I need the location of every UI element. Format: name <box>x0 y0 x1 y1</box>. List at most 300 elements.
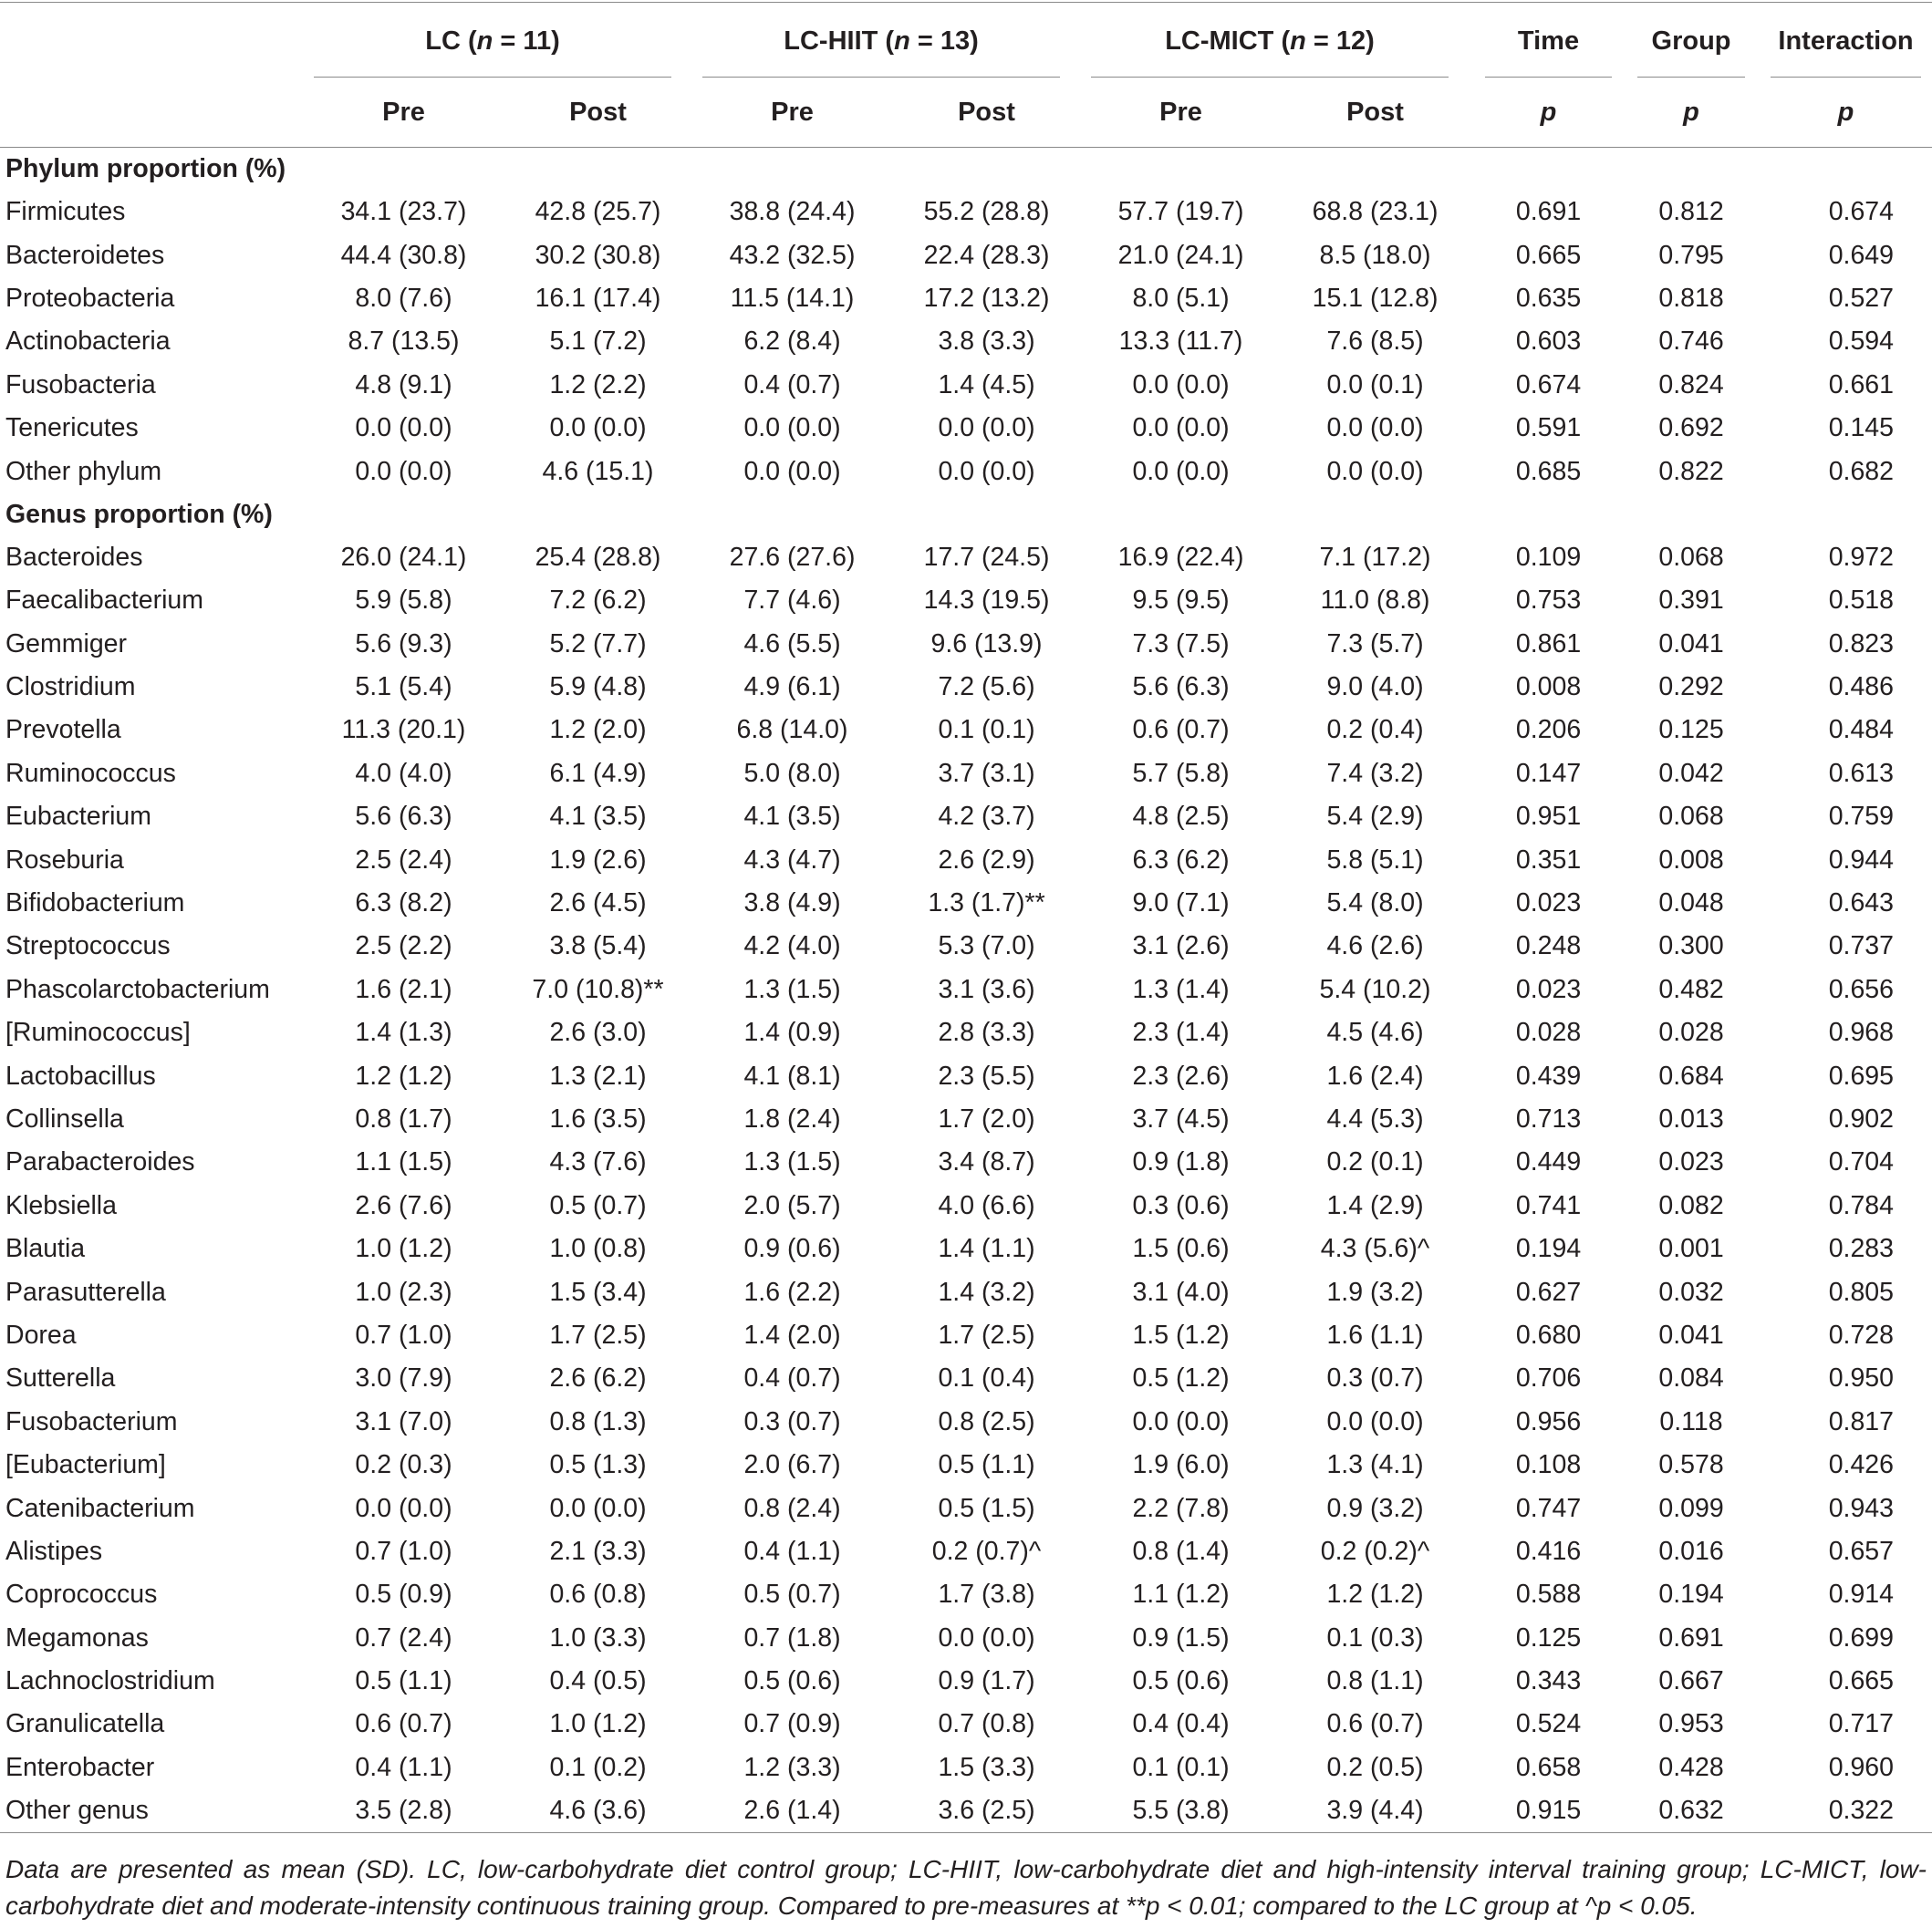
cell-mict-pre: 5.6 (6.3) <box>1132 672 1230 702</box>
cell-lc-post: 1.9 (2.6) <box>549 845 647 875</box>
cell-time-p: 0.023 <box>1515 888 1582 918</box>
cell-lc-pre: 34.1 (23.7) <box>340 197 467 227</box>
cell-group-p: 0.042 <box>1658 758 1724 788</box>
table-row <box>0 1011 1932 1054</box>
cell-lc-post: 1.5 (3.4) <box>549 1277 647 1307</box>
row-label: Tenericutes <box>5 413 139 443</box>
cell-mict-pre: 2.3 (1.4) <box>1132 1018 1230 1048</box>
header-hiit-post: Post <box>958 97 1015 127</box>
cell-mict-post: 0.0 (0.1) <box>1326 369 1424 399</box>
cell-lc-post: 3.8 (5.4) <box>549 931 647 961</box>
cell-lc-pre: 0.0 (0.0) <box>355 456 452 486</box>
header-time: Time <box>1472 3 1625 78</box>
cell-mict-pre: 5.7 (5.8) <box>1132 758 1230 788</box>
cell-hiit-pre: 2.6 (1.4) <box>743 1796 841 1826</box>
table-row <box>0 1228 1932 1270</box>
cell-lc-pre: 0.5 (1.1) <box>355 1666 452 1696</box>
row-label: Parabacteroides <box>5 1147 195 1177</box>
cell-lc-pre: 1.2 (1.2) <box>355 1061 452 1091</box>
cell-lc-pre: 8.7 (13.5) <box>348 327 460 357</box>
cell-lc-post: 16.1 (17.4) <box>535 283 661 313</box>
cell-mict-pre: 57.7 (19.7) <box>1117 197 1244 227</box>
table-row <box>0 925 1932 968</box>
cell-group-p: 0.824 <box>1658 369 1724 399</box>
cell-mict-pre: 0.3 (0.6) <box>1132 1190 1230 1220</box>
table-row <box>0 795 1932 838</box>
cell-time-p: 0.861 <box>1515 628 1582 658</box>
cell-hiit-pre: 1.3 (1.5) <box>743 974 841 1004</box>
header-group-lc-mict: LC-MICT (n = 12) <box>1084 3 1472 78</box>
cell-group-p: 0.125 <box>1658 715 1724 745</box>
table-row <box>0 1530 1932 1573</box>
cell-interaction-p: 0.902 <box>1828 1104 1895 1134</box>
cell-interaction-p: 0.823 <box>1828 628 1895 658</box>
cell-time-p: 0.635 <box>1515 283 1582 313</box>
cell-time-p: 0.753 <box>1515 586 1582 616</box>
cell-group-p: 0.691 <box>1658 1622 1724 1653</box>
cell-group-p: 0.194 <box>1658 1580 1724 1610</box>
cell-time-p: 0.028 <box>1515 1018 1582 1048</box>
cell-group-p: 0.032 <box>1658 1277 1724 1307</box>
cell-hiit-pre: 4.6 (5.5) <box>743 628 841 658</box>
cell-mict-pre: 7.3 (7.5) <box>1132 628 1230 658</box>
cell-time-p: 0.956 <box>1515 1406 1582 1436</box>
cell-hiit-pre: 1.4 (0.9) <box>743 1018 841 1048</box>
header-row-subcols <box>0 78 1932 148</box>
table-row <box>0 1141 1932 1184</box>
cell-lc-post: 4.1 (3.5) <box>549 802 647 832</box>
row-label: Megamonas <box>5 1622 149 1653</box>
cell-group-p: 0.023 <box>1658 1147 1724 1177</box>
cell-hiit-pre: 0.3 (0.7) <box>743 1406 841 1436</box>
cell-group-p: 0.818 <box>1658 283 1724 313</box>
cell-hiit-post: 17.7 (24.5) <box>923 542 1050 572</box>
cell-group-p: 0.028 <box>1658 1018 1724 1048</box>
cell-interaction-p: 0.699 <box>1828 1622 1895 1653</box>
cell-mict-post: 0.0 (0.0) <box>1326 413 1424 443</box>
cell-hiit-pre: 11.5 (14.1) <box>730 283 855 313</box>
table-row <box>0 882 1932 925</box>
cell-lc-post: 4.3 (7.6) <box>549 1147 647 1177</box>
cell-interaction-p: 0.717 <box>1828 1709 1895 1739</box>
cell-mict-pre: 3.1 (2.6) <box>1132 931 1230 961</box>
cell-lc-pre: 2.6 (7.6) <box>355 1190 452 1220</box>
cell-hiit-post: 3.6 (2.5) <box>938 1796 1035 1826</box>
cell-hiit-pre: 7.7 (4.6) <box>743 586 841 616</box>
table-row <box>0 1185 1932 1228</box>
cell-lc-post: 1.2 (2.0) <box>549 715 647 745</box>
cell-hiit-pre: 4.1 (8.1) <box>743 1061 841 1091</box>
table-row <box>0 364 1932 407</box>
row-label: Bacteroidetes <box>5 240 165 270</box>
cell-hiit-post: 3.8 (3.3) <box>938 327 1035 357</box>
cell-group-p: 0.048 <box>1658 888 1724 918</box>
cell-mict-pre: 2.2 (7.8) <box>1132 1493 1230 1523</box>
table-row <box>0 1789 1932 1833</box>
cell-hiit-pre: 0.8 (2.4) <box>743 1493 841 1523</box>
cell-time-p: 0.194 <box>1515 1234 1582 1264</box>
table-row <box>0 1270 1932 1313</box>
row-label: Phascolarctobacterium <box>5 974 270 1004</box>
table-row <box>0 1401 1932 1444</box>
cell-hiit-pre: 1.8 (2.4) <box>743 1104 841 1134</box>
cell-mict-post: 5.4 (8.0) <box>1326 888 1424 918</box>
row-label: Ruminococcus <box>5 758 176 788</box>
cell-hiit-post: 1.7 (3.8) <box>938 1580 1035 1610</box>
cell-hiit-pre: 0.7 (0.9) <box>743 1709 841 1739</box>
row-label: Granulicatella <box>5 1709 165 1739</box>
header-group-lc: LC (n = 11) <box>306 3 695 78</box>
cell-mict-post: 15.1 (12.8) <box>1312 283 1439 313</box>
cell-time-p: 0.691 <box>1515 197 1582 227</box>
cell-lc-post: 0.1 (0.2) <box>549 1752 647 1782</box>
cell-lc-pre: 2.5 (2.4) <box>355 845 452 875</box>
cell-interaction-p: 0.943 <box>1828 1493 1895 1523</box>
cell-hiit-post: 0.1 (0.4) <box>938 1363 1035 1394</box>
cell-mict-post: 0.3 (0.7) <box>1326 1363 1424 1394</box>
cell-group-p: 0.684 <box>1658 1061 1724 1091</box>
cell-lc-pre: 0.4 (1.1) <box>355 1752 452 1782</box>
table-row <box>0 320 1932 363</box>
cell-group-p: 0.300 <box>1658 931 1724 961</box>
row-label: Lachnoclostridium <box>5 1666 215 1696</box>
cell-time-p: 0.248 <box>1515 931 1582 961</box>
cell-mict-post: 0.9 (3.2) <box>1326 1493 1424 1523</box>
cell-mict-pre: 4.8 (2.5) <box>1132 802 1230 832</box>
section-title: Genus proportion (%) <box>5 499 273 529</box>
cell-mict-pre: 13.3 (11.7) <box>1118 327 1243 357</box>
header-mict-pre: Pre <box>1159 97 1202 127</box>
cell-time-p: 0.658 <box>1515 1752 1582 1782</box>
cell-interaction-p: 0.661 <box>1828 369 1895 399</box>
cell-group-p: 0.099 <box>1658 1493 1724 1523</box>
table-row <box>0 277 1932 320</box>
table-row <box>0 233 1932 276</box>
row-label: Blautia <box>5 1234 86 1264</box>
cell-lc-pre: 1.4 (1.3) <box>355 1018 452 1048</box>
table-row <box>0 1357 1932 1400</box>
cell-hiit-pre: 3.8 (4.9) <box>743 888 841 918</box>
cell-time-p: 0.008 <box>1515 672 1582 702</box>
section-title: Phylum proportion (%) <box>5 154 286 183</box>
table-row <box>0 838 1932 881</box>
cell-interaction-p: 0.682 <box>1828 456 1895 486</box>
header-mict-post: Post <box>1346 97 1404 127</box>
header-group: Group <box>1625 3 1758 78</box>
cell-mict-pre: 1.1 (1.2) <box>1132 1580 1230 1610</box>
table-row <box>0 536 1932 579</box>
cell-mict-post: 8.5 (18.0) <box>1319 240 1431 270</box>
row-label: Prevotella <box>5 715 121 745</box>
cell-mict-post: 1.6 (2.4) <box>1326 1061 1424 1091</box>
table-row <box>0 1703 1932 1746</box>
cell-group-p: 0.482 <box>1658 974 1724 1004</box>
header-row-groups <box>0 3 1932 78</box>
cell-mict-pre: 0.0 (0.0) <box>1132 1406 1230 1436</box>
cell-interaction-p: 0.817 <box>1828 1406 1895 1436</box>
table-row <box>0 191 1932 233</box>
cell-group-p: 0.632 <box>1658 1796 1724 1826</box>
cell-interaction-p: 0.527 <box>1828 283 1895 313</box>
cell-group-p: 0.692 <box>1658 413 1724 443</box>
cell-hiit-post: 0.8 (2.5) <box>938 1406 1035 1436</box>
cell-time-p: 0.108 <box>1515 1450 1582 1480</box>
cell-interaction-p: 0.674 <box>1828 197 1895 227</box>
cell-group-p: 0.068 <box>1658 542 1724 572</box>
cell-hiit-post: 0.5 (1.5) <box>938 1493 1035 1523</box>
cell-lc-post: 1.0 (0.8) <box>549 1234 647 1264</box>
row-label: Lactobacillus <box>5 1061 156 1091</box>
cell-group-p: 0.292 <box>1658 672 1724 702</box>
cell-lc-post: 30.2 (30.8) <box>535 240 661 270</box>
table-row <box>0 407 1932 450</box>
cell-hiit-post: 2.3 (5.5) <box>938 1061 1035 1091</box>
row-label: Bacteroides <box>5 542 143 572</box>
row-label: Fusobacteria <box>5 369 156 399</box>
cell-mict-post: 0.8 (1.1) <box>1326 1666 1424 1696</box>
cell-interaction-p: 0.759 <box>1828 802 1895 832</box>
row-label: Enterobacter <box>5 1752 155 1782</box>
cell-interaction-p: 0.649 <box>1828 240 1895 270</box>
cell-mict-pre: 3.7 (4.5) <box>1132 1104 1230 1134</box>
cell-interaction-p: 0.283 <box>1828 1234 1895 1264</box>
row-label: Eubacterium <box>5 802 151 832</box>
cell-mict-pre: 16.9 (22.4) <box>1117 542 1244 572</box>
cell-mict-post: 1.9 (3.2) <box>1326 1277 1424 1307</box>
header-group-p: p <box>1683 97 1699 127</box>
cell-mict-post: 1.4 (2.9) <box>1326 1190 1424 1220</box>
cell-mict-post: 7.6 (8.5) <box>1326 327 1424 357</box>
cell-mict-pre: 0.4 (0.4) <box>1132 1709 1230 1739</box>
cell-lc-pre: 0.7 (1.0) <box>355 1320 452 1350</box>
cell-lc-post: 0.5 (0.7) <box>549 1190 647 1220</box>
row-label: Parasutterella <box>5 1277 166 1307</box>
cell-lc-pre: 3.1 (7.0) <box>355 1406 452 1436</box>
cell-lc-pre: 0.0 (0.0) <box>355 413 452 443</box>
cell-lc-post: 6.1 (4.9) <box>549 758 647 788</box>
row-label: [Ruminococcus] <box>5 1018 191 1048</box>
cell-group-p: 0.391 <box>1658 586 1724 616</box>
cell-mict-post: 0.6 (0.7) <box>1326 1709 1424 1739</box>
cell-lc-pre: 11.3 (20.1) <box>341 715 466 745</box>
table-row <box>0 1054 1932 1097</box>
cell-hiit-post: 3.7 (3.1) <box>938 758 1035 788</box>
cell-time-p: 0.627 <box>1515 1277 1582 1307</box>
table-row <box>0 623 1932 666</box>
cell-mict-pre: 1.3 (1.4) <box>1132 974 1230 1004</box>
header-time-p: p <box>1540 97 1557 127</box>
cell-mict-post: 9.0 (4.0) <box>1326 672 1424 702</box>
cell-mict-post: 0.2 (0.4) <box>1326 715 1424 745</box>
row-label: Catenibacterium <box>5 1493 195 1523</box>
cell-hiit-post: 3.1 (3.6) <box>938 974 1035 1004</box>
cell-hiit-post: 22.4 (28.3) <box>923 240 1050 270</box>
header-lc-pre: Pre <box>382 97 425 127</box>
cell-lc-pre: 5.1 (5.4) <box>355 672 452 702</box>
row-label: Sutterella <box>5 1363 116 1394</box>
cell-mict-post: 7.3 (5.7) <box>1326 628 1424 658</box>
cell-mict-post: 0.1 (0.3) <box>1326 1622 1424 1653</box>
cell-mict-post: 7.4 (3.2) <box>1326 758 1424 788</box>
cell-lc-pre: 0.5 (0.9) <box>355 1580 452 1610</box>
cell-hiit-pre: 27.6 (27.6) <box>729 542 856 572</box>
cell-mict-post: 68.8 (23.1) <box>1312 197 1439 227</box>
cell-hiit-pre: 4.2 (4.0) <box>743 931 841 961</box>
cell-mict-pre: 0.0 (0.0) <box>1132 413 1230 443</box>
cell-interaction-p: 0.728 <box>1828 1320 1895 1350</box>
cell-interaction-p: 0.643 <box>1828 888 1895 918</box>
cell-lc-post: 5.2 (7.7) <box>549 628 647 658</box>
cell-hiit-pre: 0.5 (0.7) <box>743 1580 841 1610</box>
cell-group-p: 0.428 <box>1658 1752 1724 1782</box>
cell-mict-pre: 0.6 (0.7) <box>1132 715 1230 745</box>
cell-group-p: 0.082 <box>1658 1190 1724 1220</box>
cell-lc-pre: 6.3 (8.2) <box>355 888 452 918</box>
cell-time-p: 0.591 <box>1515 413 1582 443</box>
cell-lc-pre: 1.0 (1.2) <box>355 1234 452 1264</box>
cell-lc-post: 0.5 (1.3) <box>549 1450 647 1480</box>
cell-interaction-p: 0.656 <box>1828 974 1895 1004</box>
cell-group-p: 0.822 <box>1658 456 1724 486</box>
cell-group-p: 0.041 <box>1658 628 1724 658</box>
cell-interaction-p: 0.914 <box>1828 1580 1895 1610</box>
table-row <box>0 1487 1932 1529</box>
cell-hiit-post: 4.0 (6.6) <box>938 1190 1035 1220</box>
cell-mict-pre: 21.0 (24.1) <box>1117 240 1244 270</box>
cell-lc-post: 7.2 (6.2) <box>549 586 647 616</box>
cell-hiit-post: 0.1 (0.1) <box>938 715 1035 745</box>
row-label: Klebsiella <box>5 1190 117 1220</box>
cell-mict-post: 4.4 (5.3) <box>1326 1104 1424 1134</box>
cell-time-p: 0.125 <box>1515 1622 1582 1653</box>
cell-mict-pre: 0.0 (0.0) <box>1132 369 1230 399</box>
cell-lc-post: 7.0 (10.8)** <box>532 974 664 1004</box>
header-interaction-p: p <box>1837 97 1854 127</box>
cell-interaction-p: 0.665 <box>1828 1666 1895 1696</box>
cell-hiit-post: 7.2 (5.6) <box>938 672 1035 702</box>
cell-time-p: 0.023 <box>1515 974 1582 1004</box>
cell-group-p: 0.013 <box>1658 1104 1724 1134</box>
cell-hiit-pre: 2.0 (5.7) <box>743 1190 841 1220</box>
header-lc-post: Post <box>569 97 627 127</box>
cell-hiit-pre: 0.4 (1.1) <box>743 1536 841 1566</box>
cell-hiit-post: 5.3 (7.0) <box>938 931 1035 961</box>
cell-mict-post: 5.4 (2.9) <box>1326 802 1424 832</box>
cell-group-p: 0.746 <box>1658 327 1724 357</box>
cell-group-p: 0.578 <box>1658 1450 1724 1480</box>
table-row <box>0 1098 1932 1141</box>
cell-mict-post: 5.4 (10.2) <box>1319 974 1431 1004</box>
cell-group-p: 0.001 <box>1658 1234 1724 1264</box>
cell-time-p: 0.449 <box>1515 1147 1582 1177</box>
cell-hiit-post: 17.2 (13.2) <box>923 283 1050 313</box>
cell-lc-post: 2.6 (3.0) <box>549 1018 647 1048</box>
cell-hiit-pre: 4.1 (3.5) <box>743 802 841 832</box>
cell-time-p: 0.603 <box>1515 327 1582 357</box>
cell-hiit-post: 1.4 (4.5) <box>938 369 1035 399</box>
row-label: Gemmiger <box>5 628 128 658</box>
cell-lc-post: 5.1 (7.2) <box>549 327 647 357</box>
cell-hiit-pre: 1.4 (2.0) <box>743 1320 841 1350</box>
row-label: Firmicutes <box>5 197 126 227</box>
cell-group-p: 0.016 <box>1658 1536 1724 1566</box>
cell-time-p: 0.588 <box>1515 1580 1582 1610</box>
cell-lc-pre: 5.6 (6.3) <box>355 802 452 832</box>
cell-hiit-post: 3.4 (8.7) <box>938 1147 1035 1177</box>
cell-hiit-pre: 0.9 (0.6) <box>743 1234 841 1264</box>
cell-mict-pre: 0.0 (0.0) <box>1132 456 1230 486</box>
table-row <box>0 666 1932 709</box>
cell-mict-pre: 9.0 (7.1) <box>1132 888 1230 918</box>
table-row <box>0 1660 1932 1703</box>
row-label: Actinobacteria <box>5 327 171 357</box>
cell-hiit-post: 1.4 (1.1) <box>938 1234 1035 1264</box>
cell-mict-post: 0.2 (0.5) <box>1326 1752 1424 1782</box>
cell-mict-pre: 6.3 (6.2) <box>1132 845 1230 875</box>
cell-lc-pre: 2.5 (2.2) <box>355 931 452 961</box>
row-label: Other genus <box>5 1796 149 1826</box>
cell-time-p: 0.109 <box>1515 542 1582 572</box>
table-row <box>0 969 1932 1011</box>
cell-lc-post: 1.0 (3.3) <box>549 1622 647 1653</box>
cell-interaction-p: 0.784 <box>1828 1190 1895 1220</box>
microbiota-table <box>0 2 1932 1833</box>
cell-time-p: 0.706 <box>1515 1363 1582 1394</box>
cell-interaction-p: 0.322 <box>1828 1796 1895 1826</box>
cell-hiit-pre: 1.6 (2.2) <box>743 1277 841 1307</box>
cell-mict-pre: 0.8 (1.4) <box>1132 1536 1230 1566</box>
cell-lc-post: 0.6 (0.8) <box>549 1580 647 1610</box>
cell-lc-pre: 0.7 (2.4) <box>355 1622 452 1653</box>
cell-hiit-post: 2.6 (2.9) <box>938 845 1035 875</box>
cell-lc-post: 2.1 (3.3) <box>549 1536 647 1566</box>
cell-hiit-pre: 1.2 (3.3) <box>743 1752 841 1782</box>
cell-lc-post: 4.6 (3.6) <box>549 1796 647 1826</box>
cell-interaction-p: 0.657 <box>1828 1536 1895 1566</box>
cell-lc-post: 1.0 (1.2) <box>549 1709 647 1739</box>
cell-time-p: 0.674 <box>1515 369 1582 399</box>
cell-mict-pre: 3.1 (4.0) <box>1132 1277 1230 1307</box>
cell-interaction-p: 0.594 <box>1828 327 1895 357</box>
cell-mict-post: 4.6 (2.6) <box>1326 931 1424 961</box>
cell-time-p: 0.713 <box>1515 1104 1582 1134</box>
cell-lc-pre: 26.0 (24.1) <box>340 542 467 572</box>
cell-hiit-post: 0.7 (0.8) <box>938 1709 1035 1739</box>
header-blank <box>0 78 306 148</box>
cell-hiit-pre: 0.4 (0.7) <box>743 369 841 399</box>
cell-mict-pre: 0.5 (1.2) <box>1132 1363 1230 1394</box>
table-row <box>0 709 1932 752</box>
cell-hiit-post: 1.5 (3.3) <box>938 1752 1035 1782</box>
cell-hiit-pre: 0.5 (0.6) <box>743 1666 841 1696</box>
cell-lc-pre: 1.6 (2.1) <box>355 974 452 1004</box>
cell-group-p: 0.812 <box>1658 197 1724 227</box>
cell-lc-post: 0.0 (0.0) <box>549 1493 647 1523</box>
cell-mict-post: 11.0 (8.8) <box>1320 586 1430 616</box>
table-row <box>0 752 1932 795</box>
cell-interaction-p: 0.613 <box>1828 758 1895 788</box>
cell-lc-post: 0.4 (0.5) <box>549 1666 647 1696</box>
cell-mict-pre: 0.1 (0.1) <box>1132 1752 1230 1782</box>
cell-lc-pre: 3.0 (7.9) <box>355 1363 452 1394</box>
cell-lc-post: 0.0 (0.0) <box>549 413 647 443</box>
row-label: Other phylum <box>5 456 162 486</box>
cell-interaction-p: 0.960 <box>1828 1752 1895 1782</box>
cell-time-p: 0.665 <box>1515 240 1582 270</box>
cell-hiit-post: 0.0 (0.0) <box>938 456 1035 486</box>
cell-hiit-pre: 5.0 (8.0) <box>743 758 841 788</box>
row-label: Clostridium <box>5 672 136 702</box>
